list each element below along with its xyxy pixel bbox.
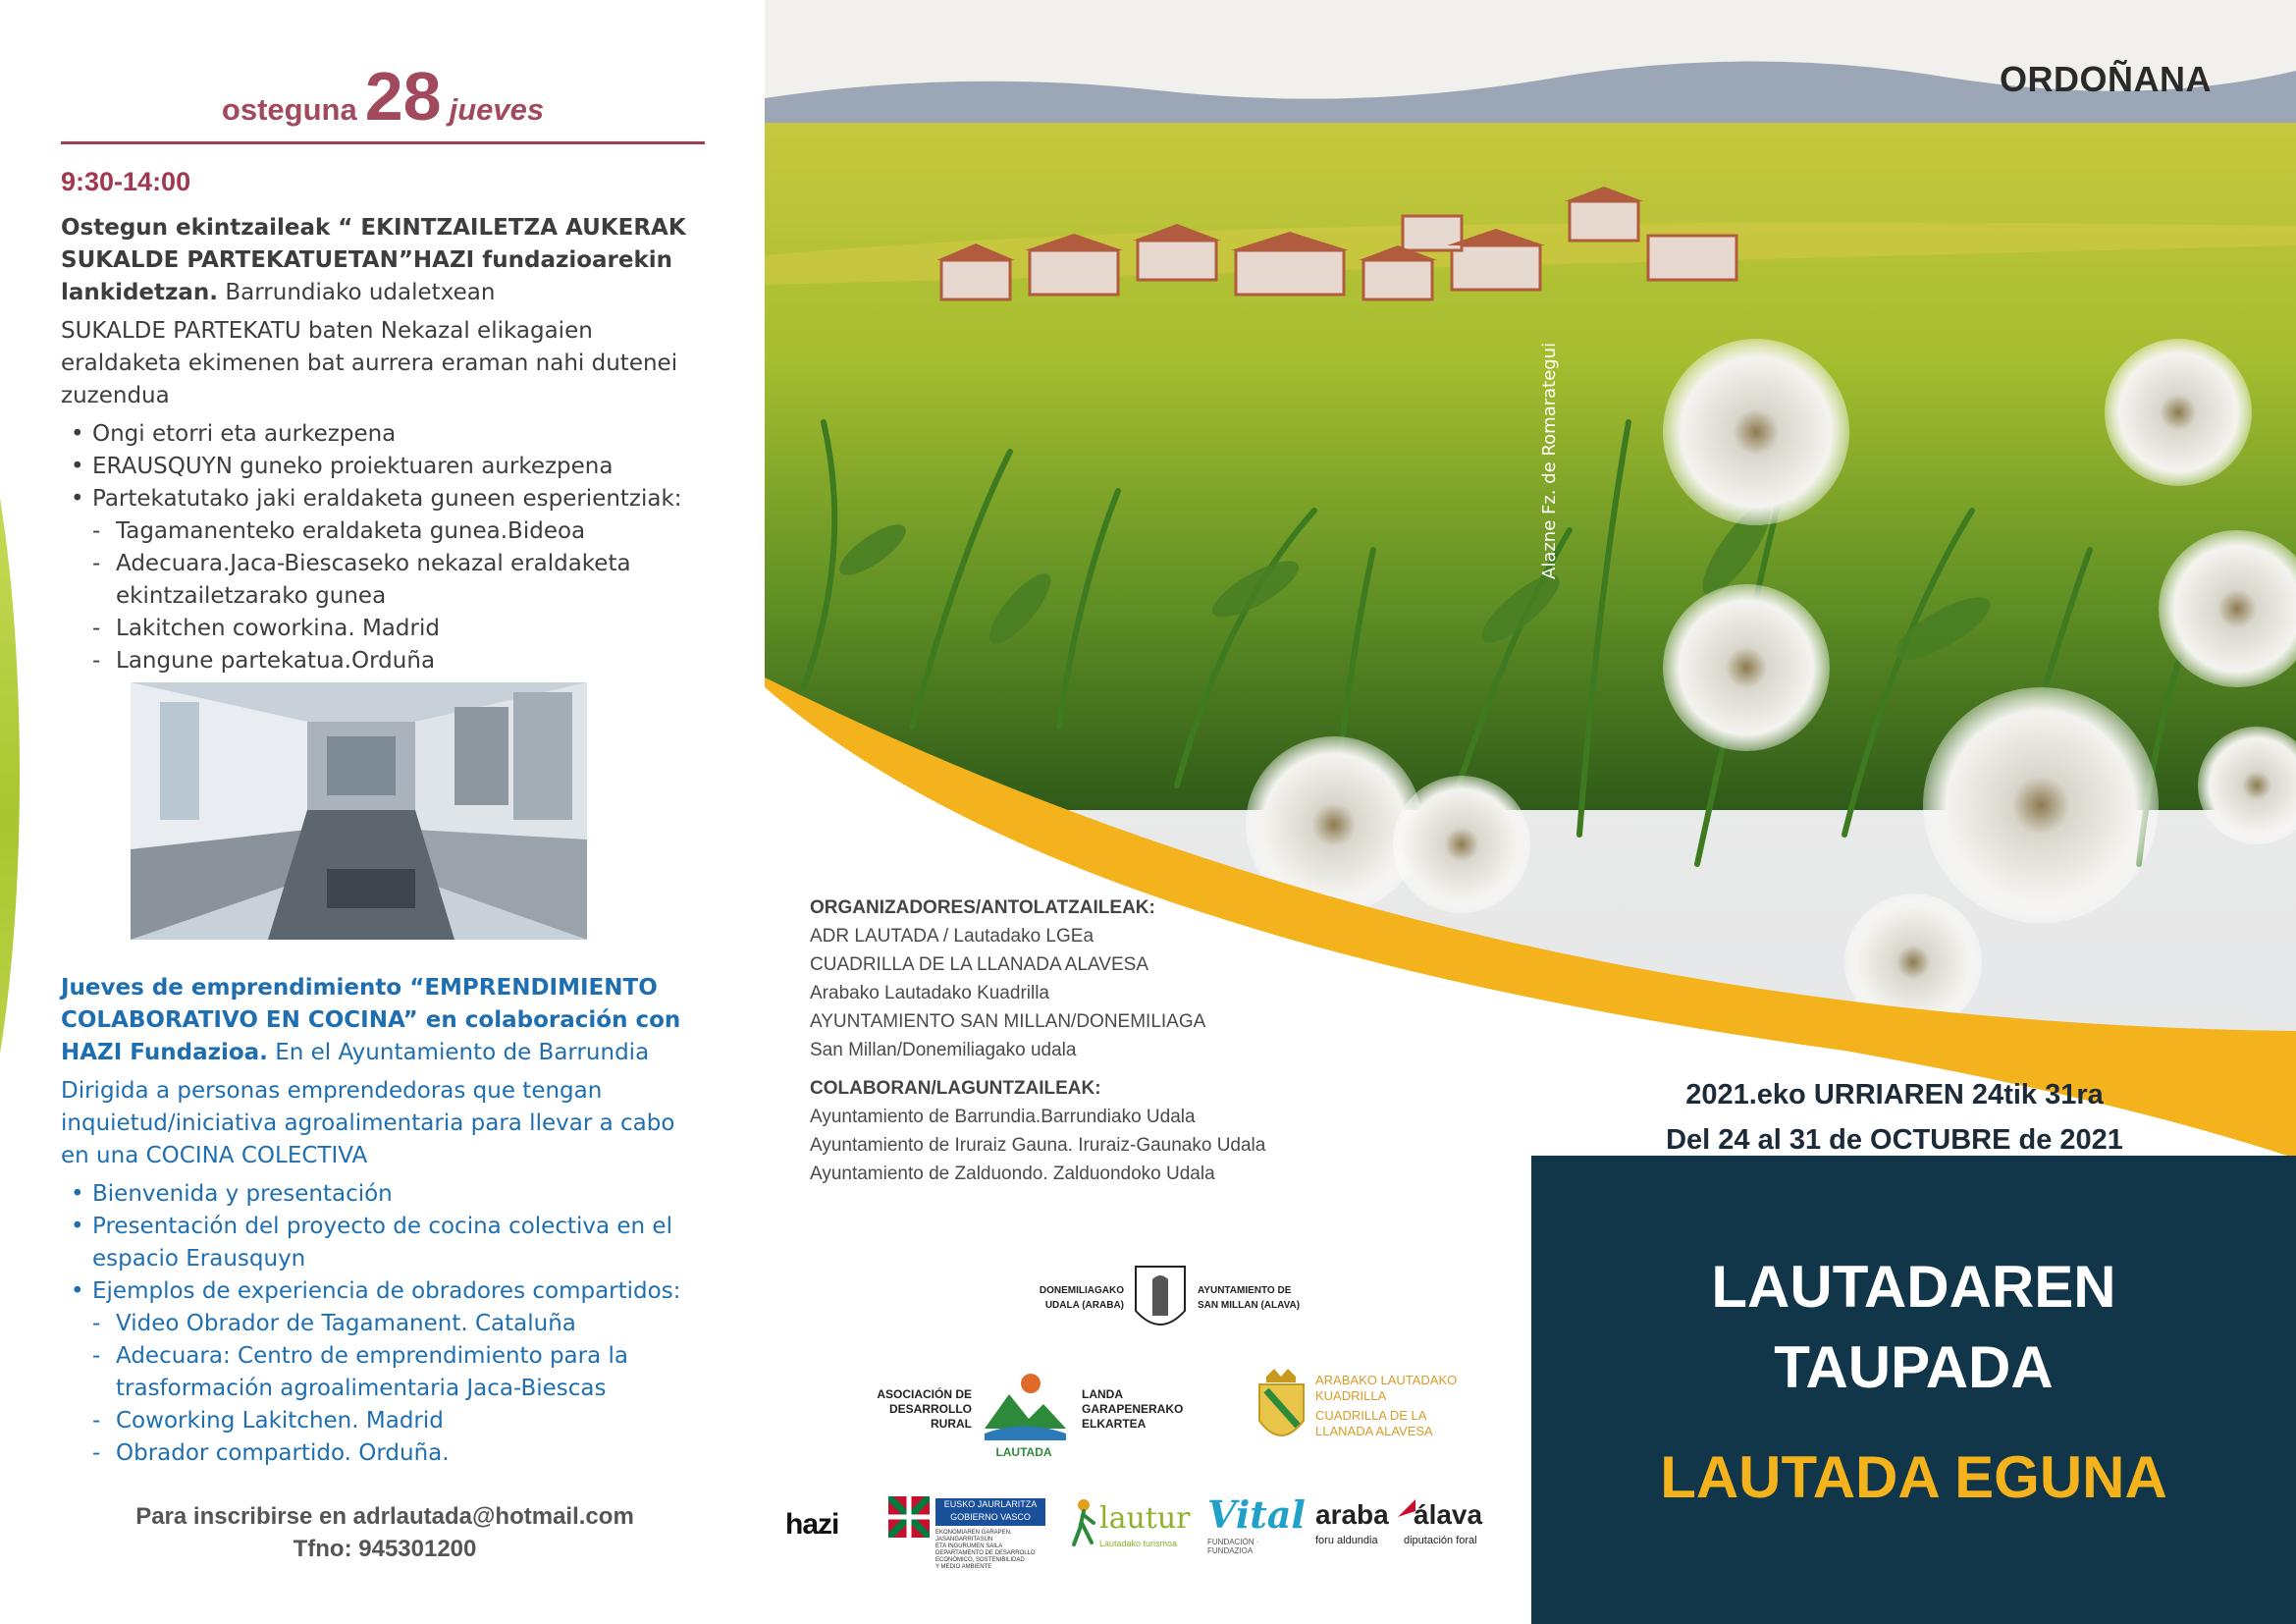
logo-text: AYUNTAMIENTO DE bbox=[1198, 1285, 1292, 1296]
list-item: - Coworking Lakitchen. Madrid bbox=[61, 1405, 709, 1437]
logo-text: UDALA (ARABA) bbox=[1044, 1300, 1124, 1311]
logo-text: EUSKO JAURLARITZA bbox=[943, 1499, 1038, 1509]
list-item: • Partekatutako jaki eraldaketa guneen esperientziak: bbox=[61, 483, 709, 515]
logo-text: EKONOMIAREN GARAPEN, bbox=[935, 1530, 1012, 1536]
logo-text: GARAPENERAKO bbox=[1082, 1402, 1184, 1416]
signup-email: Para inscribirse en adrlautada@hotmail.com bbox=[135, 1503, 634, 1530]
vital-logo bbox=[1207, 1494, 1306, 1553]
logo-text: ELKARTEA bbox=[1082, 1417, 1147, 1431]
event-time: 9:30-14:00 bbox=[61, 167, 191, 196]
spanish-section bbox=[61, 972, 709, 1470]
list-item: - Lakitchen coworkina. Madrid bbox=[61, 613, 709, 645]
day-spanish: jueves bbox=[449, 92, 545, 127]
basque-intro-place: Barrundiako udaletxean bbox=[218, 280, 496, 305]
logo-text: GOBIERNO VASCO bbox=[950, 1512, 1031, 1522]
logo-text: lautur bbox=[1099, 1501, 1191, 1536]
list-item: • Bienvenida y presentación bbox=[61, 1178, 709, 1211]
collaborators-heading: COLABORAN/LAGUNTZAILEAK: bbox=[810, 1078, 1101, 1099]
title-line-1: LAUTADAREN bbox=[1711, 1254, 2116, 1320]
organizer-line: AYUNTAMIENTO SAN MILLAN/DONEMILIAGA bbox=[810, 1011, 1206, 1032]
list-item: • Presentación del proyecto de cocina colectiva en el espacio Erausquyn bbox=[61, 1211, 709, 1275]
day-heading bbox=[61, 57, 705, 144]
collaborator-line: Ayuntamiento de Barrundia.Barrundiako Udala bbox=[810, 1107, 1196, 1127]
list-item: - Adecuara.Jaca-Biescaseko nekazal eraldaketa bbox=[61, 548, 709, 580]
logo-text: foru aldundia bbox=[1315, 1535, 1378, 1546]
day-number: 28 bbox=[364, 58, 442, 135]
main-title bbox=[1531, 1247, 2296, 1408]
organizer-line: San Millan/Donemiliagako udala bbox=[810, 1040, 1077, 1060]
cuadrilla-logo bbox=[1255, 1367, 1480, 1455]
collaborator-line: Ayuntamiento de Iruraiz Gauna. Iruraiz-Gaunako Udala bbox=[810, 1135, 1266, 1156]
logo-text: CUADRILLA DE LA bbox=[1315, 1408, 1427, 1423]
collaborator-line: Ayuntamiento de Zalduondo. Zalduondoko Udala bbox=[810, 1164, 1215, 1184]
logo-text: ECONÓMICO, SOSTENIBILIDAD bbox=[935, 1557, 1025, 1563]
organizer-line: Arabako Lautadako Kuadrilla bbox=[810, 983, 1050, 1003]
signup-phone: Tfno: 945301200 bbox=[293, 1536, 477, 1562]
logo-text: araba bbox=[1315, 1499, 1389, 1530]
organizer-line: ADR LAUTADA / Lautadako LGEa bbox=[810, 926, 1095, 947]
signup-info bbox=[61, 1500, 709, 1565]
lautada-mountain-icon bbox=[980, 1370, 1068, 1458]
hazi-logo bbox=[785, 1508, 864, 1547]
list-item: ekintzailetzarako gunea bbox=[116, 583, 387, 609]
adr-lautada-logo bbox=[864, 1370, 1198, 1458]
spanish-intro-title: Jueves de emprendimiento “EMPRENDIMIENTO COLABORATIVO EN COCINA” en colaboración con HAZI Fundazioa. bbox=[61, 975, 681, 1065]
list-item: • ERAUSQUYN guneko proiektuaren aurkezpena bbox=[61, 451, 709, 483]
basque-section bbox=[61, 212, 709, 677]
logo-text: LANDA bbox=[1082, 1387, 1123, 1401]
logo-text: Vital bbox=[1207, 1492, 1306, 1537]
organizers-heading: ORGANIZADORES/ANTOLATZAILEAK: bbox=[810, 897, 1155, 918]
san-millan-logo bbox=[1026, 1262, 1310, 1340]
coat-of-arms-icon bbox=[1131, 1262, 1190, 1340]
logo-text: Y MEDIO AMBIENTE bbox=[935, 1564, 992, 1570]
gobierno-vasco-logo bbox=[888, 1496, 1045, 1575]
logo-text: KUADRILLA bbox=[1315, 1388, 1387, 1403]
araba-alava-logo bbox=[1315, 1497, 1502, 1556]
list-item: • Ongi etorri eta aurkezpena bbox=[61, 418, 709, 451]
list-item: - Video Obrador de Tagamanent. Cataluña bbox=[61, 1308, 709, 1340]
logo-text: diputación foral bbox=[1404, 1535, 1477, 1546]
list-item: - Langune partekatua.Orduña bbox=[61, 645, 709, 677]
list-item: • Ejemplos de experiencia de obradores compartidos: bbox=[61, 1275, 709, 1308]
logo-text: ARABAKO LAUTADAKO bbox=[1315, 1373, 1458, 1387]
logo-text: LLANADA ALAVESA bbox=[1315, 1424, 1433, 1438]
left-panel bbox=[0, 0, 756, 1624]
spanish-description: Dirigida a personas emprendedoras que tengan inquietud/iniciativa agroalimentaria para llevar a cabo en una COCINA COLECTIVA bbox=[61, 1078, 675, 1168]
logo-text: ETA INGURUMEN SAILA bbox=[935, 1543, 1003, 1549]
logo-text: hazi bbox=[785, 1508, 839, 1541]
logo-text: álava bbox=[1414, 1499, 1483, 1530]
logo-text: SAN MILLAN (ALAVA) bbox=[1198, 1300, 1301, 1311]
basque-description: SUKALDE PARTEKATU baten Nekazal elikagaien eraldaketa ekimenen bat aurrera eraman nahi dutenei zuzendua bbox=[61, 318, 678, 408]
lautur-logo bbox=[1070, 1497, 1198, 1556]
basque-intro-title: Ostegun ekintzaileak “ EKINTZAILETZA AUKERAK SUKALDE PARTEKATUETAN”HAZI fundazioarekin lankidetzan. bbox=[61, 215, 686, 305]
day-basque: osteguna bbox=[221, 92, 357, 127]
logo-text: JASANGARRITASUN bbox=[935, 1537, 993, 1543]
walker-icon bbox=[1070, 1497, 1097, 1546]
logo-text: DEPARTAMENTO DE DESARROLLO bbox=[935, 1550, 1036, 1556]
kitchen-photo bbox=[131, 682, 587, 940]
shield-icon bbox=[1255, 1367, 1308, 1450]
adr-name: LAUTADA bbox=[995, 1445, 1052, 1458]
logo-text: FUNDACIÓN · FUNDAZIOA bbox=[1207, 1538, 1259, 1555]
dates-spanish: Del 24 al 31 de OCTUBRE de 2021 bbox=[1666, 1124, 2123, 1156]
basque-program-list bbox=[61, 418, 709, 677]
ikurrina-icon bbox=[888, 1496, 930, 1538]
logo-text: DESARROLLO bbox=[889, 1402, 972, 1416]
list-item: - Adecuara: Centro de emprendimiento para la bbox=[61, 1340, 709, 1373]
logo-text: RURAL bbox=[931, 1417, 972, 1431]
logo-text: DONEMILIAGAKO bbox=[1039, 1285, 1124, 1296]
logo-text: Lautadako turismoa bbox=[1099, 1539, 1178, 1548]
list-item: trasformación agroalimentaria Jaca-Biescas bbox=[116, 1376, 607, 1401]
logo-text: ASOCIACIÓN DE bbox=[877, 1387, 972, 1401]
photo-credit: Alazne Fz. de Romarategui bbox=[1539, 342, 1560, 579]
title-line-2: TAUPADA bbox=[1774, 1334, 2054, 1400]
location-label: ORDOÑANA bbox=[2000, 59, 2212, 99]
list-item: - Obrador compartido. Orduña. bbox=[61, 1437, 709, 1470]
dates-basque: 2021.eko URRIAREN 24tik 31ra bbox=[1685, 1079, 2104, 1110]
event-dates bbox=[1531, 1072, 2258, 1163]
organizers-block bbox=[810, 893, 1360, 1188]
spanish-intro-place: En el Ayuntamiento de Barrundia bbox=[267, 1040, 650, 1065]
organizer-line: CUADRILLA DE LA LLANADA ALAVESA bbox=[810, 954, 1148, 975]
spanish-program-list bbox=[61, 1178, 709, 1470]
list-item: - Tagamanenteko eraldaketa gunea.Bideoa bbox=[61, 515, 709, 548]
subtitle: LAUTADA EGUNA bbox=[1660, 1444, 2167, 1510]
